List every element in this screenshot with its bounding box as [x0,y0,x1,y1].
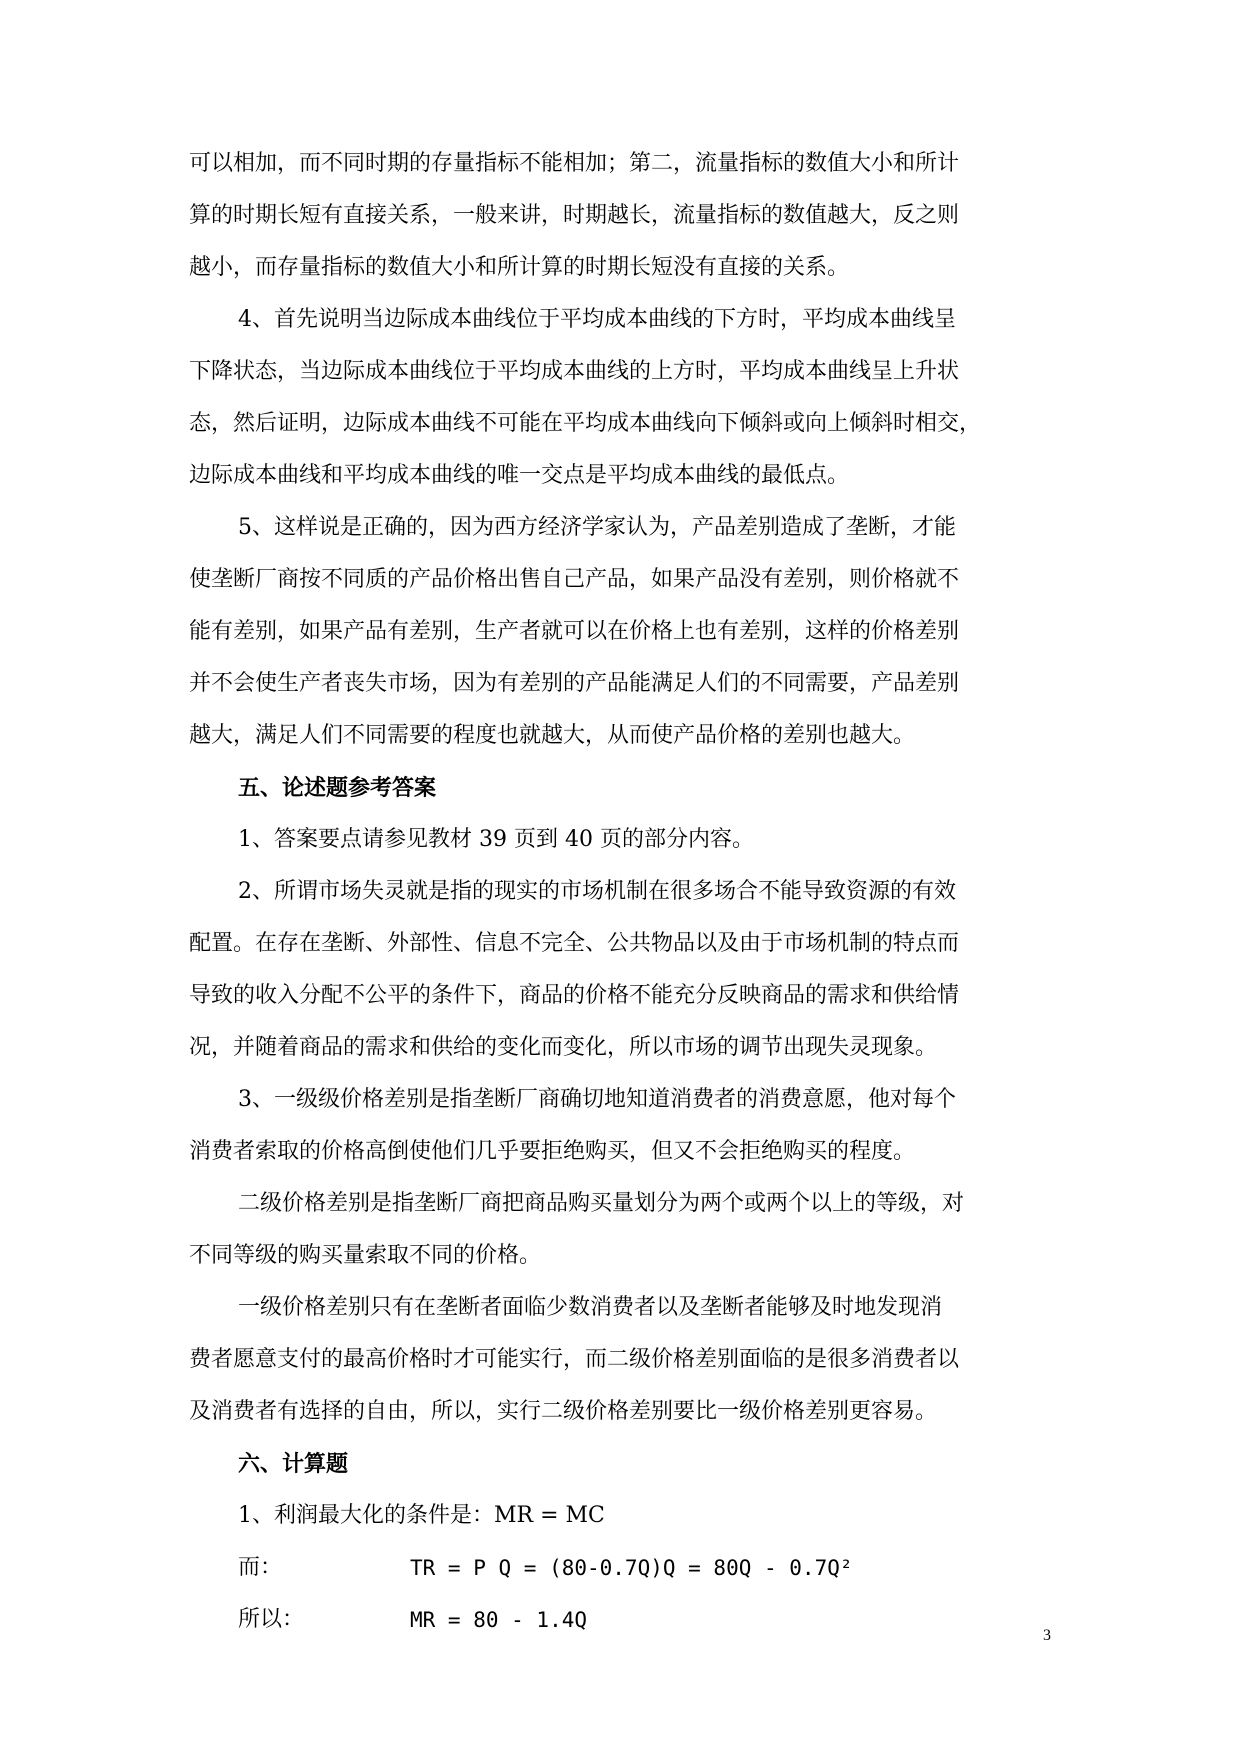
paragraph-line: 越小，而存量指标的数值大小和所计算的时期长短没有直接的关系。 [189,255,850,280]
section-heading: 六、计算题 [238,1451,349,1477]
equation-expression: TR = P Q = (80-0.7Q)Q = 80Q - 0.7Q² [410,1556,853,1580]
paragraph-line: 况，并随着商品的需求和供给的变化而变化，所以市场的调节出现失灵现象。 [189,1035,938,1060]
paragraph-line: 二级价格差别是指垄断厂商把商品购买量划分为两个或两个以上的等级，对 [238,1191,965,1216]
paragraph-line: 不同等级的购买量索取不同的价格。 [189,1243,542,1268]
paragraph-line: 配置。在存在垄断、外部性、信息不完全、公共物品以及由于市场机制的特点而 [189,931,960,956]
paragraph-line: 能有差别，如果产品有差别，生产者就可以在价格上也有差别，这样的价格差别 [189,619,960,644]
paragraph-line: 使垄断厂商按不同质的产品价格出售自己产品，如果产品没有差别，则价格就不 [189,567,960,592]
paragraph-line: 可以相加，而不同时期的存量指标不能相加；第二，流量指标的数值大小和所计 [189,151,960,176]
paragraph-line: 导致的收入分配不公平的条件下，商品的价格不能充分反映商品的需求和供给情 [189,983,960,1008]
paragraph-line: 3、一级级价格差别是指垄断厂商确切地知道消费者的消费意愿，他对每个 [238,1087,956,1112]
paragraph-line: 越大，满足人们不同需要的程度也就越大，从而使产品价格的差别也越大。 [189,723,916,748]
paragraph-line: 1、利润最大化的条件是：MR = MC [238,1503,605,1528]
paragraph-line: 一级价格差别只有在垄断者面临少数消费者以及垄断者能够及时地发现消 [238,1295,943,1320]
paragraph-line: 及消费者有选择的自由，所以，实行二级价格差别要比一级价格差别更容易。 [189,1399,938,1424]
equation-row [189,1594,1059,1646]
paragraph-line: 下降状态，当边际成本曲线位于平均成本曲线的上方时，平均成本曲线呈上升状 [189,359,960,384]
page-number: 3 [1043,1627,1051,1644]
paragraph-line: 算的时期长短有直接关系，一般来讲，时期越长，流量指标的数值越大，反之则 [189,203,960,228]
paragraph-line: 边际成本曲线和平均成本曲线的唯一交点是平均成本曲线的最低点。 [189,463,850,488]
paragraph-line: 4、首先说明当边际成本曲线位于平均成本曲线的下方时，平均成本曲线呈 [238,307,956,332]
document-body [189,138,1059,1646]
equation-row [189,1542,1059,1594]
paragraph-line: 2、所谓市场失灵就是指的现实的市场机制在很多场合不能导致资源的有效 [238,879,956,904]
equation-label: 所以： [238,1607,305,1632]
equation-expression: MR = 80 - 1.4Q [410,1608,588,1632]
equation-label: 而： [238,1555,283,1580]
paragraph-line: 5、这样说是正确的，因为西方经济学家认为，产品差别造成了垄断，才能 [238,515,956,540]
paragraph-line: 费者愿意支付的最高价格时才可能实行，而二级价格差别面临的是很多消费者以 [189,1347,960,1372]
paragraph-line: 1、答案要点请参见教材 39 页到 40 页的部分内容。 [238,827,754,852]
paragraph-line: 并不会使生产者丧失市场，因为有差别的产品能满足人们的不同需要，产品差别 [189,671,960,696]
section-heading: 五、论述题参考答案 [238,775,437,801]
paragraph-line: 态，然后证明，边际成本曲线不可能在平均成本曲线向下倾斜或向上倾斜时相交， [189,411,982,436]
paragraph-line: 消费者索取的价格高倒使他们几乎要拒绝购买，但又不会拒绝购买的程度。 [189,1139,916,1164]
